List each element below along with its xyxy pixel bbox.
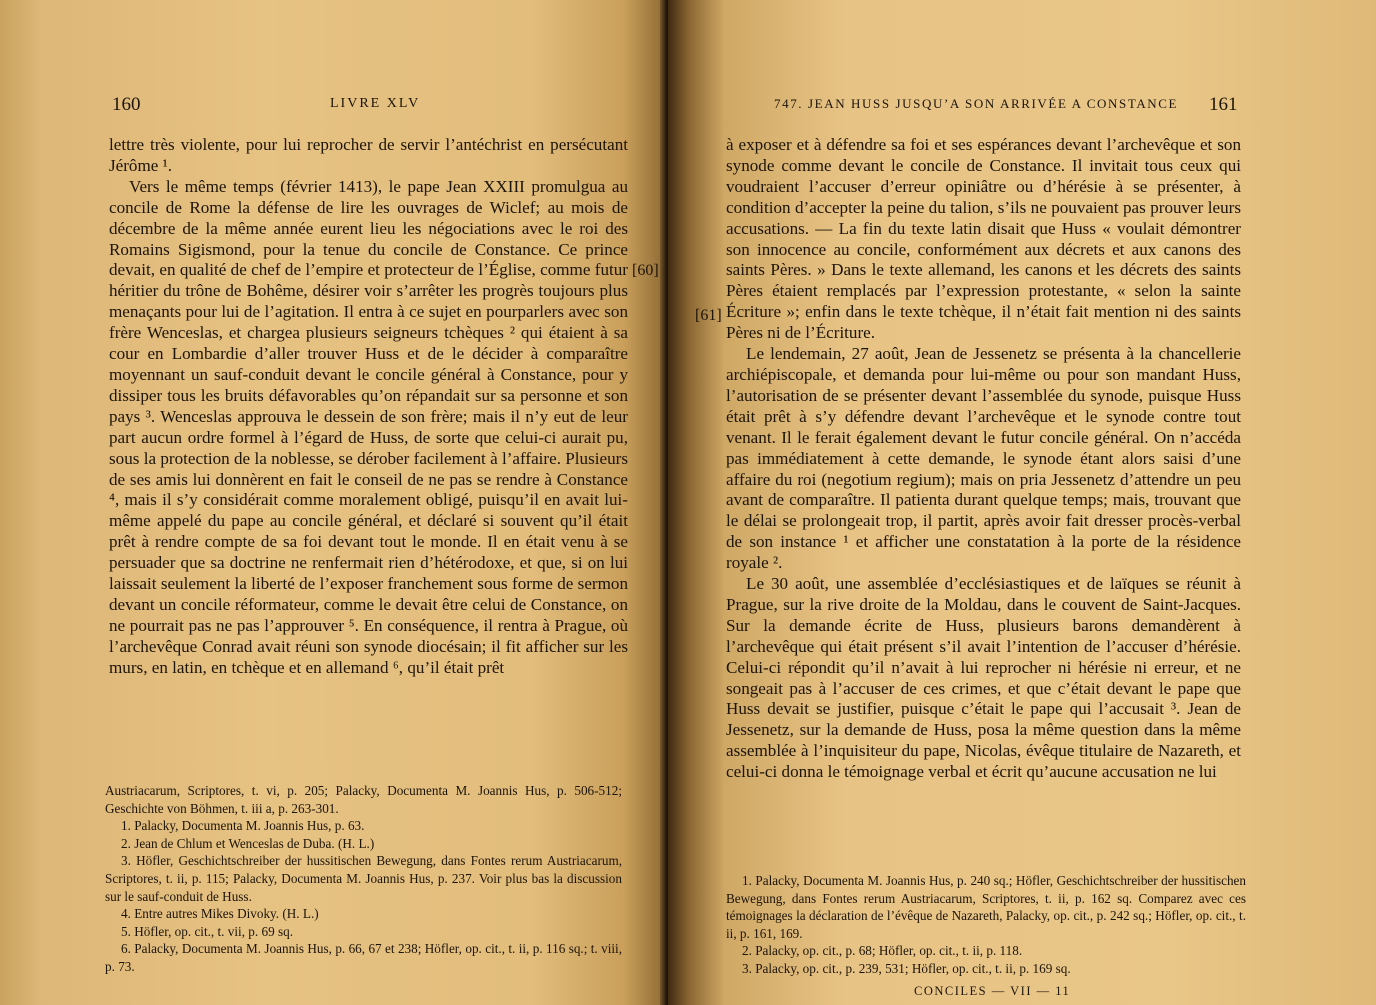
footnote: 1. Palacky, Documenta M. Joannis Hus, p. 63. — [121, 818, 365, 834]
paragraph: Le lendemain, 27 août, Jean de Jessenetz se présenta à la chancellerie archiépiscopale, et demanda pour lui-même ou pour son mandant Huss, l’autorisation de se présenter devant l’assemblée du synode, puisque Huss était prêt à s’y défendre devant l’archevêque et le synode contre tout venant. Il le ferait également devant le futur concile général. On n’accéda pas immédiatement à cette demande, le synode étant alors saisi d’une affaire du roi (negotium regium); mais on pria Jessenetz d’attendre un peu avant de comparaître. Il patienta durant quelque temps; mais, trouvant que le délai se prolongeait trop, il partit, après avoir fait dresser procès-verbal de son instance ¹ et afficher une constatation à la porte de la résidence royale ². — [726, 344, 1241, 573]
page-number: 161 — [1209, 94, 1238, 115]
margin-page-marker: [61] — [695, 307, 722, 324]
footnote: 1. Palacky, Documenta M. Joannis Hus, p. 240 sq.; Höfler, Geschichtschreiber der hussitischen Bewegung, dans Fontes rerum Austriacarum, Scriptores, t. ii, p. 162 sq. Comparez avec ces témoignages la déclaration de l’évêque de Nazareth, Palacky, op. cit., p. 242 sq.; Höfler, op. cit., t. ii, p. 161, 169. — [726, 873, 1246, 941]
margin-page-marker: [60] — [632, 262, 659, 279]
footnote: 2. Jean de Chlum et Wenceslas de Duba. (H. L.) — [121, 835, 375, 851]
right-page — [668, 0, 1376, 1005]
footnote: Austriacarum, Scriptores, t. vi, p. 205; Palacky, Documenta M. Joannis Hus, p. 506-512; Geschichte von Böhmen, t. iii a, p. 263-301. — [105, 783, 622, 816]
signature-mark: CONCILES — VII — 11 — [914, 984, 1071, 998]
paragraph: à exposer et à défendre sa foi et ses espérances devant l’archevêque et son synode comme devant le concile de Constance. Il invitait tous ceux qui voudraient l’accuser d’erreur opiniâtre ou d’hérésie à se présenter, à condition d’accepter la peine du talion, s’ils ne pouvaient pas prouver leurs accusations. — La fin du texte latin disait que Huss « voulait démontrer son innocence au concile, conformément aux décrets et aux canons des saints Pères. » Dans le texte allemand, les canons et les décrets des saints Pères étaient remplacés par l’expression protestante, « selon la sainte Écriture »; enfin dans le texte tchèque, il n’était fait mention ni des saints Pères ni de l’Écriture. — [726, 135, 1241, 343]
footnote: 6. Palacky, Documenta M. Joannis Hus, p. 66, 67 et 238; Höfler, op. cit., t. ii, p. 116 sq.; t. viii, p. 73. — [105, 941, 622, 974]
left-page — [0, 0, 664, 1005]
body-text — [726, 135, 1241, 783]
footnote: 5. Höfler, op. cit., t. vii, p. 69 sq. — [121, 923, 293, 939]
footnote: 3. Höfler, Geschichtschreiber der hussitischen Bewegung, dans Fontes rerum Austriacarum, Scriptores, t. ii, p. 115; Palacky, Documenta M. Joannis Hus, p. 237. Voir plus bas la discussion sur le sauf-conduit de Huss. — [105, 853, 622, 904]
footnote: 4. Entre autres Mikes Divoky. (H. L.) — [121, 906, 319, 922]
footnote: 2. Palacky, op. cit., p. 68; Höfler, op. cit., t. ii, p. 118. — [742, 943, 1023, 959]
running-head: LIVRE XLV — [330, 96, 421, 111]
footnotes — [105, 782, 622, 976]
paragraph: lettre très violente, pour lui reprocher de servir l’antéchrist en persécutant Jérôme ¹. — [109, 135, 628, 175]
footnote: 3. Palacky, op. cit., p. 239, 531; Höfler, op. cit., t. ii, p. 169 sq. — [742, 960, 1071, 976]
page-number: 160 — [112, 94, 141, 115]
footnotes — [726, 872, 1246, 978]
paragraph: Vers le même temps (février 1413), le pape Jean XXIII promulgua au concile de Rome la défense de lire les ouvrages de Wiclef; au mois de décembre de la même année eurent lieu les négociations avec le roi des Romains Sigismond, pour la tenue du concile de Constance. Ce prince devait, en qualité de chef de l’empire et protecteur de l’Église, comme futur héritier du trône de Bohême, désirer voir s’arrêter les progrès toujours plus menaçants pour lui de l’agitation. Il entra à ce sujet en pourparlers avec son frère Wenceslas, et chargea plusieurs seigneurs tchèques ² qui étaient à sa cour en Lombardie d’aller trouver Huss et de le décider à comparaître moyennant un sauf-conduit devant le concile général à Constance, pour y dissiper tous les bruits défavorables qu’on répandait sur sa personne et son pays ³. Wenceslas approuva le dessein de son frère; mais il n’y eut de leur part aucun ordre formel à l’égard de Huss, de sorte que celui-ci aurait pu, sous la protection de la noblesse, se dérober facilement à l’affaire. Plusieurs de ses amis lui donnèrent en fait le conseil de ne pas se rendre à Constance ⁴, mais il s’y considérait comme moralement obligé, puisqu’il en avait lui-même appelé du pape au concile général, et déclaré si souvent qu’il était prêt à rendre compte de sa foi devant tout le monde. Il en était venu à se persuader que sa doctrine ne renfermait rien d’hétérodoxe, et que, si on lui laissait seulement la liberté de l’exposer franchement sous forme de sermon devant un concile réformateur, comme le devait être celui de Constance, on ne pourrait pas ne pas l’approuver ⁵. En conséquence, il rentra à Prague, où l’archevêque Conrad avait réuni son synode diocésain; il fit afficher sur les murs, en latin, en tchèque et en allemand ⁶, qu’il était prêt — [109, 176, 628, 677]
running-head: 747. JEAN HUSS JUSQU’A SON ARRIVÉE A CONSTANCE — [774, 96, 1179, 111]
paragraph: Le 30 août, une assemblée d’ecclésiastiques et de laïques se réunit à Prague, sur la rive droite de la Moldau, dans le couvent de Saint-Jacques. Sur la demande écrite de Huss, plusieurs barons demandèrent à l’archevêque qui était présent s’il avait l’intention de l’accuser d’hérésie. Celui-ci répondit qu’il n’avait à lui reprocher ni hérésie ni erreur, et ne songeait pas à l’accuser de ces crimes, et que c’était devant le pape que Huss devait se justifier, puisque c’était le pape qui l’accusait ³. Jean de Jessenetz, sur la demande de Huss, posa la même question dans la même assemblée à l’inquisiteur du pape, Nicolas, évêque titulaire de Nazareth, et celui-ci donna le témoignage verbal et écrit qu’aucune accusation ne lui — [726, 574, 1241, 782]
body-text — [109, 135, 628, 679]
